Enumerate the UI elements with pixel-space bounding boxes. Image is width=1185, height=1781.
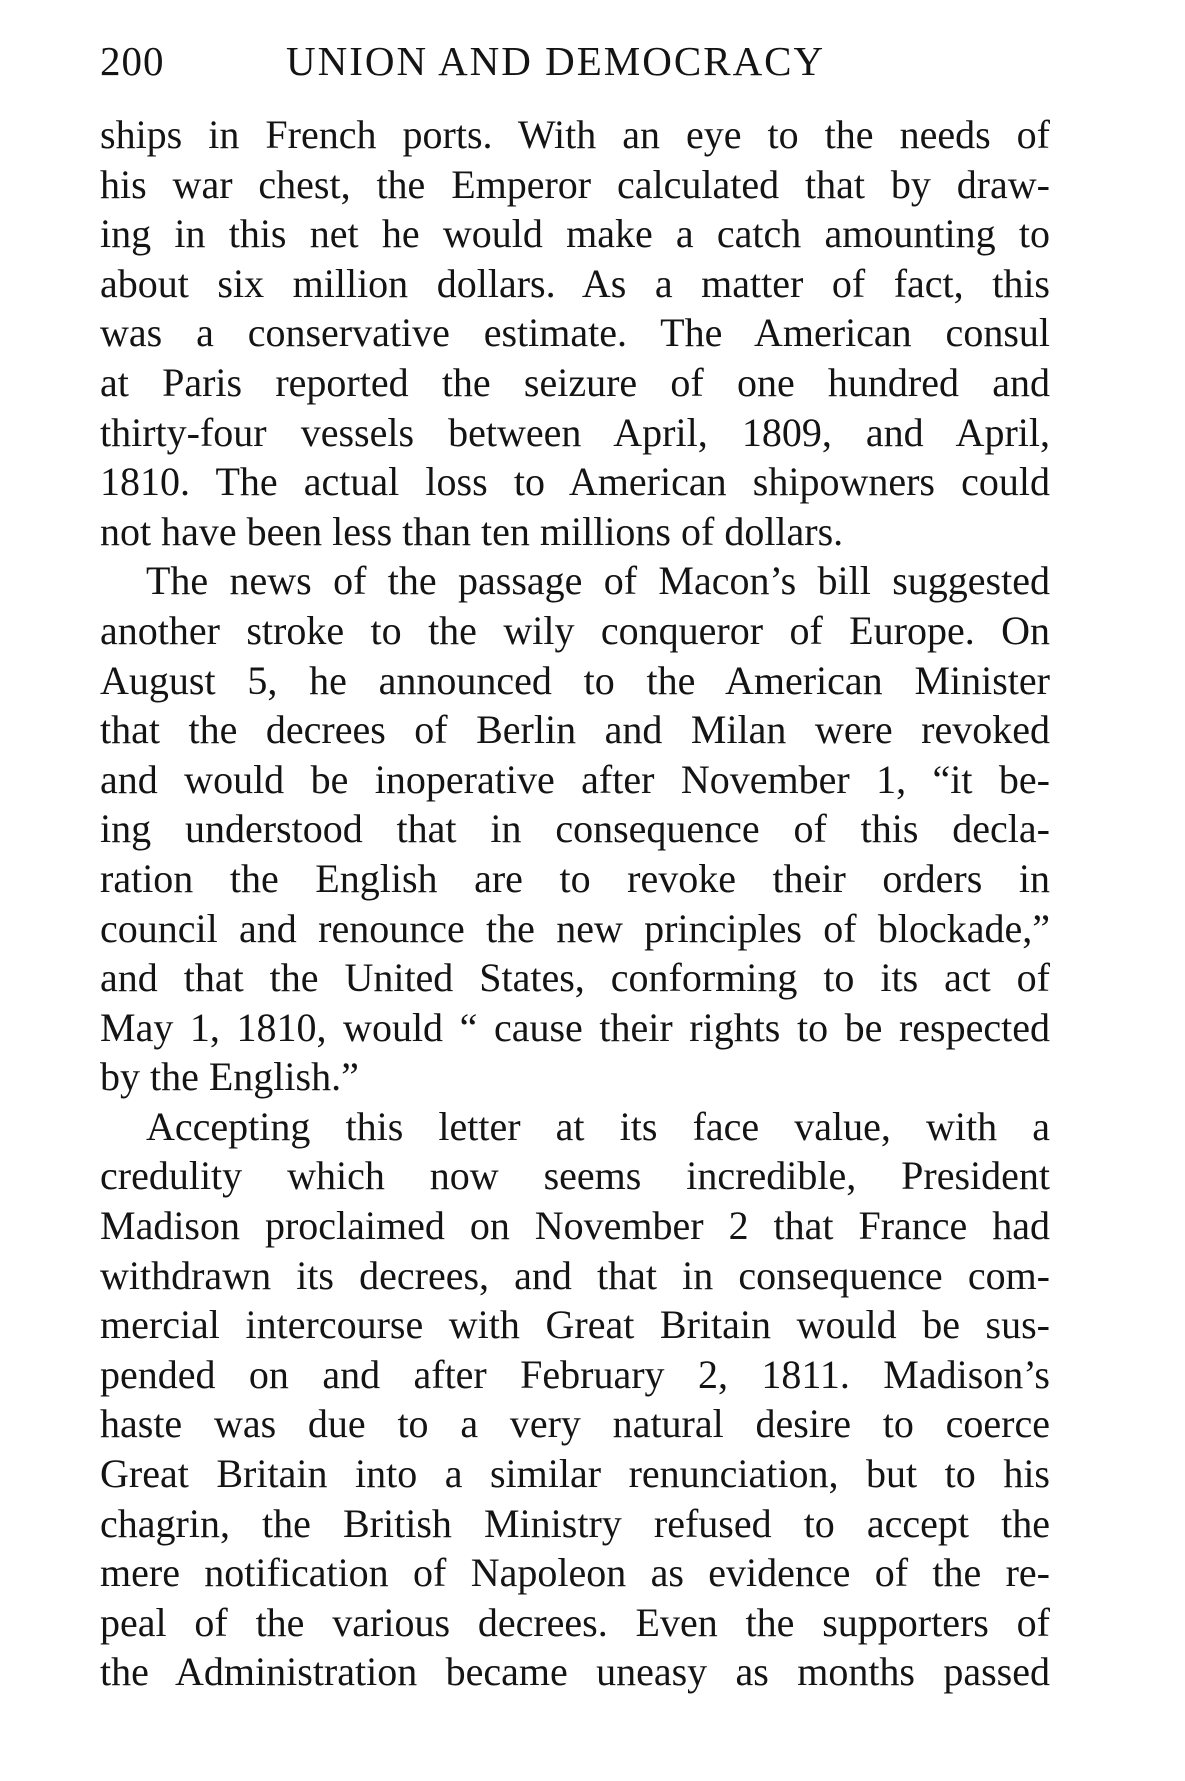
text-line: another stroke to the wily conqueror of Europe. On	[100, 607, 1050, 653]
text-line: thirty-four vessels between April, 1809, and April,	[100, 409, 1050, 455]
text-line: ships in French ports. With an eye to the needs of	[100, 112, 1050, 157]
text-line: The news of the passage of Macon’s bill suggested	[146, 558, 1050, 604]
text-line: and would be inoperative after November 1, “it be-	[100, 756, 1050, 802]
text-line: Accepting this letter at its face value, with a	[146, 1103, 1050, 1149]
text-line: withdrawn its decrees, and that in consequence com-	[100, 1252, 1050, 1298]
text-line: was a conservative estimate. The American consul	[100, 310, 1050, 356]
paragraph-3	[100, 1102, 1050, 1697]
text-line: not have been less than ten millions of dollars.	[100, 508, 844, 554]
text-line: chagrin, the British Ministry refused to accept the	[100, 1500, 1050, 1546]
text-line: about six million dollars. As a matter of fact, this	[100, 260, 1050, 306]
text-line: council and renounce the new principles of blockade,”	[100, 905, 1050, 951]
running-title: UNION AND DEMOCRACY	[286, 38, 826, 84]
text-line: May 1, 1810, would “ cause their rights to be respected	[100, 1004, 1050, 1050]
running-head	[100, 36, 1060, 86]
text-line: that the decrees of Berlin and Milan were revoked	[100, 707, 1050, 753]
text-line: at Paris reported the seizure of one hundred and	[100, 359, 1050, 405]
text-line: ing in this net he would make a catch amounting to	[100, 211, 1050, 257]
page-number: 200	[100, 38, 165, 84]
text-line: ing understood that in consequence of this decla-	[100, 806, 1050, 852]
text-line: Madison proclaimed on November 2 that France had	[100, 1203, 1050, 1249]
paragraph-2	[100, 556, 1050, 1102]
text-line: ration the English are to revoke their orders in	[100, 855, 1050, 901]
text-line: the Administration became uneasy as months passed	[100, 1649, 1050, 1695]
text-line: credulity which now seems incredible, President	[100, 1153, 1050, 1199]
text-line: and that the United States, conforming to its act of	[100, 955, 1050, 1001]
text-line: mercial intercourse with Great Britain would be sus-	[100, 1302, 1050, 1348]
text-line: Great Britain into a similar renunciation, but to his	[100, 1451, 1050, 1497]
text-line: mere notification of Napoleon as evidence of the re-	[100, 1550, 1050, 1596]
paragraph-1	[100, 110, 1050, 556]
body-text	[100, 110, 1050, 1697]
text-line: his war chest, the Emperor calculated that by draw-	[100, 161, 1050, 207]
text-line: peal of the various decrees. Even the supporters of	[100, 1599, 1050, 1645]
text-line: haste was due to a very natural desire to coerce	[100, 1401, 1050, 1447]
text-line: 1810. The actual loss to American shipowners could	[100, 459, 1050, 505]
text-line: pended on and after February 2, 1811. Madison’s	[100, 1351, 1050, 1397]
text-line: by the English.”	[100, 1054, 359, 1100]
text-line: August 5, he announced to the American Minister	[100, 657, 1050, 703]
